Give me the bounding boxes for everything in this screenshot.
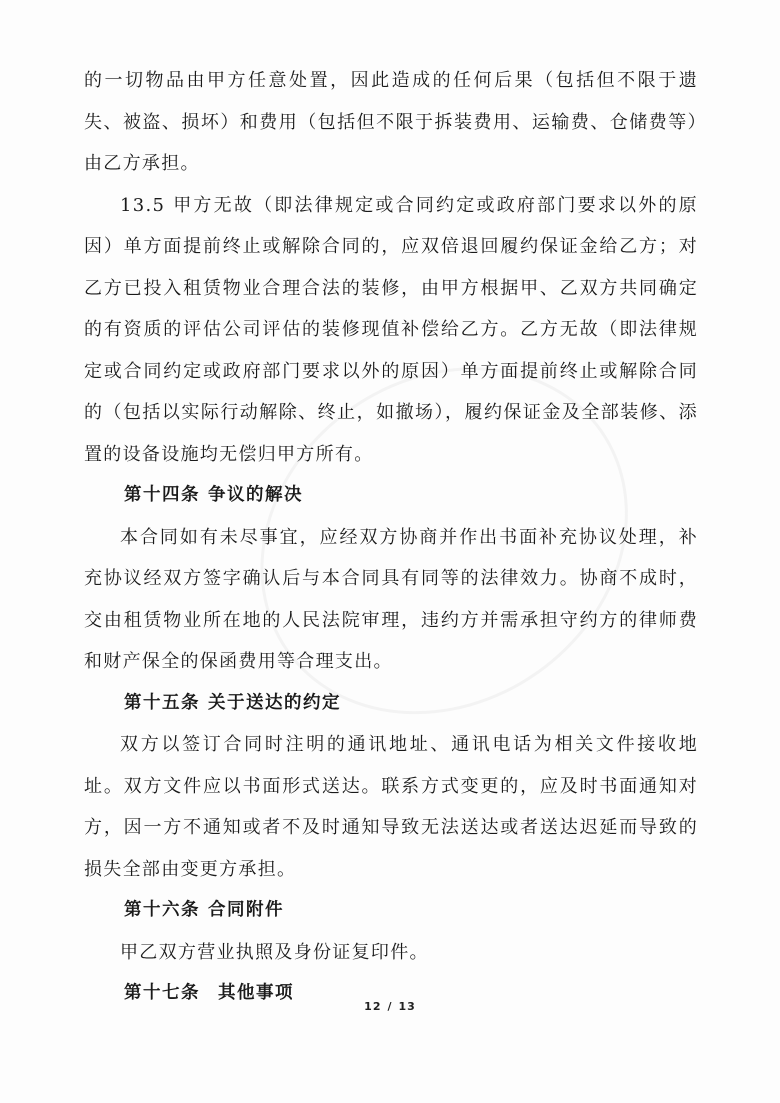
page-separator: / — [387, 1000, 393, 1013]
paragraph-delivery: 双方以签订合同时注明的通讯地址、通讯电话为相关文件接收地址。双方文件应以书面形式送达。联系方式变更的，应及时书面通知对方，因一方不通知或者不及时通知导致无法送达或者送达迟延而导致的损失全部由变更方承担。 — [84, 734, 698, 880]
page-current: 12 — [364, 1000, 382, 1013]
page-number — [0, 1000, 780, 1013]
paragraph-continuation: 的一切物品由甲方任意处置，因此造成的任何后果（包括但不限于遗失、被盗、损坏）和费用（包括但不限于拆装费用、运输费、仓储费等）由乙方承担。 — [84, 70, 698, 174]
paragraph-13-5: 13.5 甲方无故（即法律规定或合同约定或政府部门要求以外的原因）单方面提前终止或解除合同的，应双倍退回履约保证金给乙方；对乙方已投入租赁物业合理合法的装修，由甲方根据甲、乙双方共同确定的有资质的评估公司评估的装修现值补偿给乙方。乙方无故（即法律规定或合同约定或政府部门要求以外的原因）单方面提前终止或解除合同的（包括以实际行动解除、终止，如撤场），履约保证金及全部装修、添置的设备设施均无偿归甲方所有。 — [84, 194, 698, 465]
section-number: 第十六条 — [124, 900, 200, 920]
section-heading-14 — [84, 475, 698, 517]
page-total: 13 — [398, 1000, 416, 1013]
document-body — [84, 60, 698, 1015]
section-title: 合同附件 — [208, 900, 284, 920]
section-heading-16 — [84, 890, 698, 932]
section-number: 第十七条 — [124, 983, 200, 1003]
section-title: 关于送达的约定 — [208, 692, 341, 713]
section-heading-15 — [84, 683, 698, 725]
paragraph-dispute: 本合同如有未尽事宜，应经双方协商并作出书面补充协议处理，补充协议经双方签字确认后与本合同具有同等的法律效力。协商不成时，交由租赁物业所在地的人民法院审理，违约方并需承担守约方的律师费和财产保全的保函费用等合理支出。 — [84, 526, 698, 672]
section-number: 第十四条 — [124, 485, 200, 505]
section-number: 第十五条 — [124, 692, 200, 713]
section-title: 争议的解决 — [208, 485, 303, 505]
section-title: 其他事项 — [218, 983, 294, 1003]
paragraph-attachments: 甲乙双方营业执照及身份证复印件。 — [120, 941, 429, 963]
